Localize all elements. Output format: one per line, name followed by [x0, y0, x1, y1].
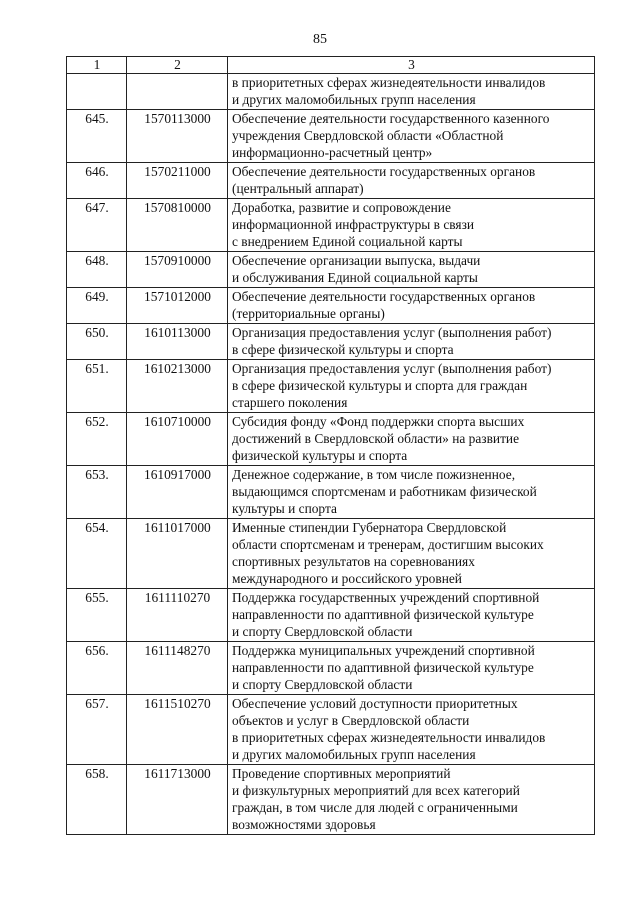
table-row: [67, 695, 595, 765]
description-line: Денежное содержание, в том числе пожизненное,: [232, 467, 516, 482]
description-line: Обеспечение организации выпуска, выдачи: [232, 253, 481, 268]
description-line: в сфере физической культуры и спорта для граждан: [232, 378, 528, 393]
description-line: и физкультурных мероприятий для всех категорий: [232, 783, 520, 798]
column-header-2: 2: [127, 57, 228, 74]
description-line: направленности по адаптивной физической культуре: [232, 660, 534, 675]
description-line: культуры и спорта: [232, 501, 337, 516]
row-number: 654.: [67, 519, 127, 589]
row-number: 647.: [67, 199, 127, 252]
row-number: 650.: [67, 324, 127, 360]
description-line: и других маломобильных групп населения: [232, 92, 476, 107]
row-number: 651.: [67, 360, 127, 413]
description-line: учреждения Свердловской области «Областной: [232, 128, 504, 143]
description-line: Обеспечение деятельности государственного казенного: [232, 111, 550, 126]
table-row: [67, 252, 595, 288]
budget-code: 1570810000: [127, 199, 228, 252]
row-number: 656.: [67, 642, 127, 695]
row-number: 649.: [67, 288, 127, 324]
description-line: Поддержка государственных учреждений спортивной: [232, 590, 540, 605]
description-line: старшего поколения: [232, 395, 348, 410]
budget-code-table: [66, 56, 595, 835]
description-line: объектов и услуг в Свердловской области: [232, 713, 470, 728]
description-line: информационно-расчетный центр»: [232, 145, 433, 160]
page-number: 85: [313, 32, 327, 47]
description-line: с внедрением Единой социальной карты: [232, 234, 463, 249]
description-cell: [228, 252, 595, 288]
description-line: Организация предоставления услуг (выполнения работ): [232, 325, 552, 340]
description-line: Обеспечение деятельности государственных органов: [232, 164, 536, 179]
description-line: в приоритетных сферах жизнедеятельности инвалидов: [232, 75, 546, 90]
description-line: (центральный аппарат): [232, 181, 364, 196]
description-line: Поддержка муниципальных учреждений спортивной: [232, 643, 535, 658]
description-line: Организация предоставления услуг (выполнения работ): [232, 361, 552, 376]
description-cell: [228, 74, 595, 110]
description-line: в приоритетных сферах жизнедеятельности инвалидов: [232, 730, 546, 745]
budget-code: 1610113000: [127, 324, 228, 360]
description-line: и спорту Свердловской области: [232, 677, 413, 692]
description-line: выдающимся спортсменам и работникам физической: [232, 484, 537, 499]
row-number: 653.: [67, 466, 127, 519]
description-line: Обеспечение условий доступности приоритетных: [232, 696, 518, 711]
row-number: 645.: [67, 110, 127, 163]
table-row: [67, 519, 595, 589]
description-line: и других маломобильных групп населения: [232, 747, 476, 762]
table-row: [67, 765, 595, 835]
column-header-1: 1: [67, 57, 127, 74]
description-line: в сфере физической культуры и спорта: [232, 342, 454, 357]
description-line: Доработка, развитие и сопровождение: [232, 200, 451, 215]
description-line: (территориальные органы): [232, 306, 385, 321]
budget-code: 1610213000: [127, 360, 228, 413]
budget-code: 1610917000: [127, 466, 228, 519]
budget-code: 1611148270: [127, 642, 228, 695]
budget-code: [127, 74, 228, 110]
description-cell: [228, 589, 595, 642]
description-line: и обслуживания Единой социальной карты: [232, 270, 478, 285]
description-line: Проведение спортивных мероприятий: [232, 766, 451, 781]
table-row: [67, 360, 595, 413]
description-cell: [228, 360, 595, 413]
table-row: [67, 642, 595, 695]
row-number: 652.: [67, 413, 127, 466]
description-cell: [228, 695, 595, 765]
description-line: физической культуры и спорта: [232, 448, 408, 463]
column-header-3: 3: [228, 57, 595, 74]
table-row: [67, 74, 595, 110]
description-line: области спортсменам и тренерам, достигшим высоких: [232, 537, 544, 552]
budget-code: 1571012000: [127, 288, 228, 324]
description-cell: [228, 199, 595, 252]
description-cell: [228, 324, 595, 360]
row-number: 658.: [67, 765, 127, 835]
budget-code: 1570910000: [127, 252, 228, 288]
description-line: Субсидия фонду «Фонд поддержки спорта высших: [232, 414, 525, 429]
description-line: направленности по адаптивной физической культуре: [232, 607, 534, 622]
description-cell: [228, 466, 595, 519]
description-cell: [228, 765, 595, 835]
description-cell: [228, 163, 595, 199]
table-header-row: [67, 57, 595, 74]
description-line: и спорту Свердловской области: [232, 624, 413, 639]
table-row: [67, 413, 595, 466]
budget-code: 1611510270: [127, 695, 228, 765]
description-line: Обеспечение деятельности государственных органов: [232, 289, 536, 304]
row-number: 657.: [67, 695, 127, 765]
budget-code: 1610710000: [127, 413, 228, 466]
description-line: информационной инфраструктуры в связи: [232, 217, 475, 232]
row-number: [67, 74, 127, 110]
description-line: Именные стипендии Губернатора Свердловской: [232, 520, 507, 535]
description-line: спортивных результатов на соревнованиях: [232, 554, 475, 569]
row-number: 655.: [67, 589, 127, 642]
description-line: возможностями здоровья: [232, 817, 376, 832]
budget-code: 1570113000: [127, 110, 228, 163]
description-cell: [228, 519, 595, 589]
description-cell: [228, 413, 595, 466]
description-cell: [228, 110, 595, 163]
description-cell: [228, 642, 595, 695]
budget-code: 1570211000: [127, 163, 228, 199]
row-number: 646.: [67, 163, 127, 199]
table-row: [67, 110, 595, 163]
description-cell: [228, 288, 595, 324]
table-row: [67, 589, 595, 642]
budget-code: 1611713000: [127, 765, 228, 835]
description-line: граждан, в том числе для людей с ограниченными: [232, 800, 518, 815]
description-line: международного и российского уровней: [232, 571, 462, 586]
table-row: [67, 288, 595, 324]
description-line: достижений в Свердловской области» на развитие: [232, 431, 520, 446]
row-number: 648.: [67, 252, 127, 288]
table-row: [67, 324, 595, 360]
budget-code: 1611110270: [127, 589, 228, 642]
table-row: [67, 199, 595, 252]
table-row: [67, 163, 595, 199]
budget-code: 1611017000: [127, 519, 228, 589]
table-row: [67, 466, 595, 519]
